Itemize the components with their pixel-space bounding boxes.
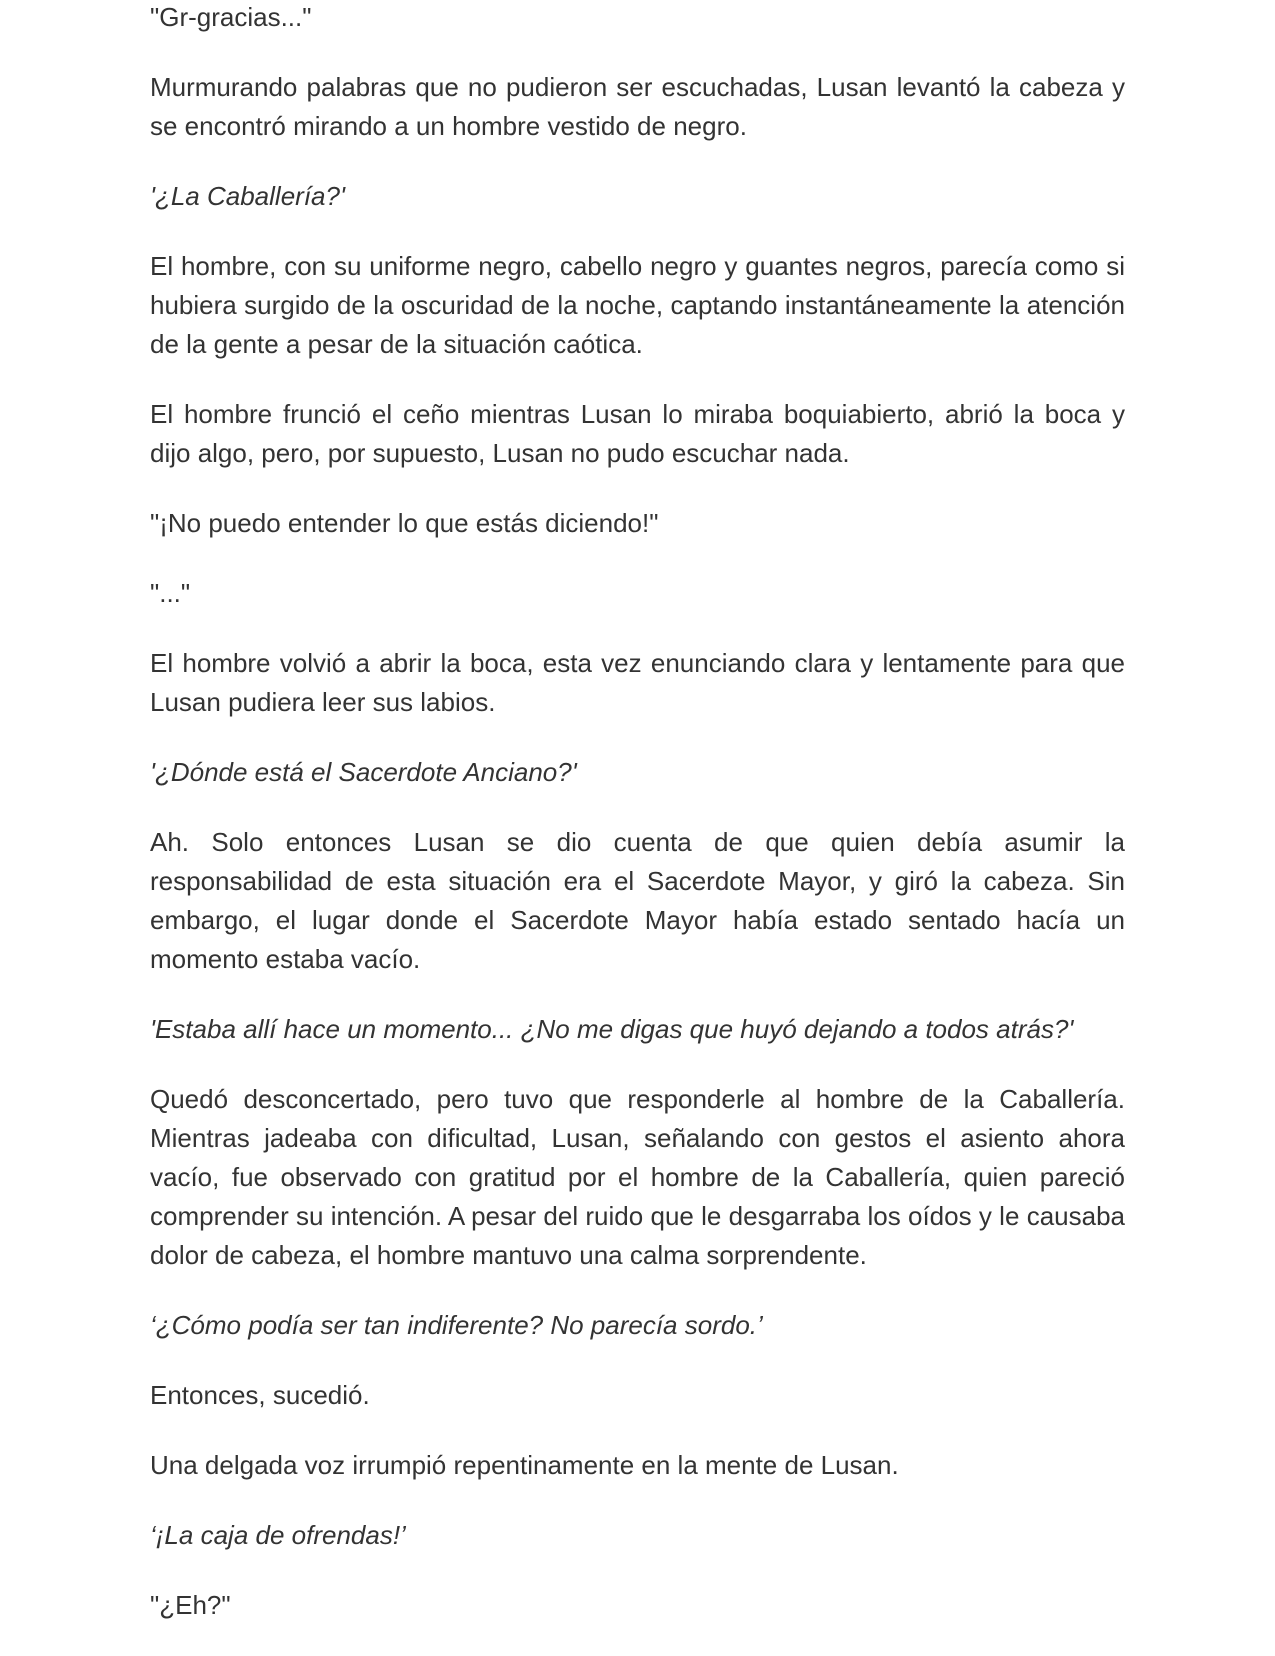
dialogue-paragraph: "..."	[150, 578, 191, 608]
narration-paragraph: El hombre, con su uniforme negro, cabello negro y guantes negros, parecía como si hubiera surgido de la oscuridad de la noche, captando instantáneamente la atención de la gente a pesar de la situación caótica.	[150, 251, 1125, 359]
thought-paragraph: '¿La Caballería?'	[150, 181, 345, 211]
dialogue-paragraph: "¡No puedo entender lo que estás diciendo!"	[150, 508, 659, 538]
thought-paragraph: ‘¡La caja de ofrendas!’	[150, 1520, 406, 1550]
narration-paragraph: Una delgada voz irrumpió repentinamente en la mente de Lusan.	[150, 1450, 899, 1480]
narration-paragraph: El hombre frunció el ceño mientras Lusan lo miraba boquiabierto, abrió la boca y dijo algo, pero, por supuesto, Lusan no pudo escuchar nada.	[150, 399, 1125, 468]
thought-paragraph: '¿Dónde está el Sacerdote Anciano?'	[150, 757, 577, 787]
narration-paragraph: Entonces, sucedió.	[150, 1380, 370, 1410]
dialogue-paragraph: "¿Eh?"	[150, 1590, 231, 1620]
narration-paragraph: Murmurando palabras que no pudieron ser escuchadas, Lusan levantó la cabeza y se encontró mirando a un hombre vestido de negro.	[150, 72, 1125, 141]
dialogue-paragraph: "Gr-gracias..."	[150, 2, 312, 32]
narration-paragraph: Quedó desconcertado, pero tuvo que responderle al hombre de la Caballería. Mientras jadeaba con dificultad, Lusan, señalando con gestos el asiento ahora vacío, fue observado con gratitud por el hombre de la Caballería, quien pareció comprender su intención. A pesar del ruido que le desgarraba los oídos y le causaba dolor de cabeza, el hombre mantuvo una calma sorprendente.	[150, 1084, 1125, 1270]
narration-paragraph: Ah. Solo entonces Lusan se dio cuenta de que quien debía asumir la responsabilidad de esta situación era el Sacerdote Mayor, y giró la cabeza. Sin embargo, el lugar donde el Sacerdote Mayor había estado sentado hacía un momento estaba vacío.	[150, 827, 1125, 974]
thought-paragraph: ‘¿Cómo podía ser tan indiferente? No parecía sordo.’	[150, 1310, 763, 1340]
thought-paragraph: 'Estaba allí hace un momento... ¿No me digas que huyó dejando a todos atrás?'	[150, 1014, 1074, 1044]
document-page	[150, 0, 1125, 1656]
narration-paragraph: El hombre volvió a abrir la boca, esta vez enunciando clara y lentamente para que Lusan pudiera leer sus labios.	[150, 648, 1125, 717]
